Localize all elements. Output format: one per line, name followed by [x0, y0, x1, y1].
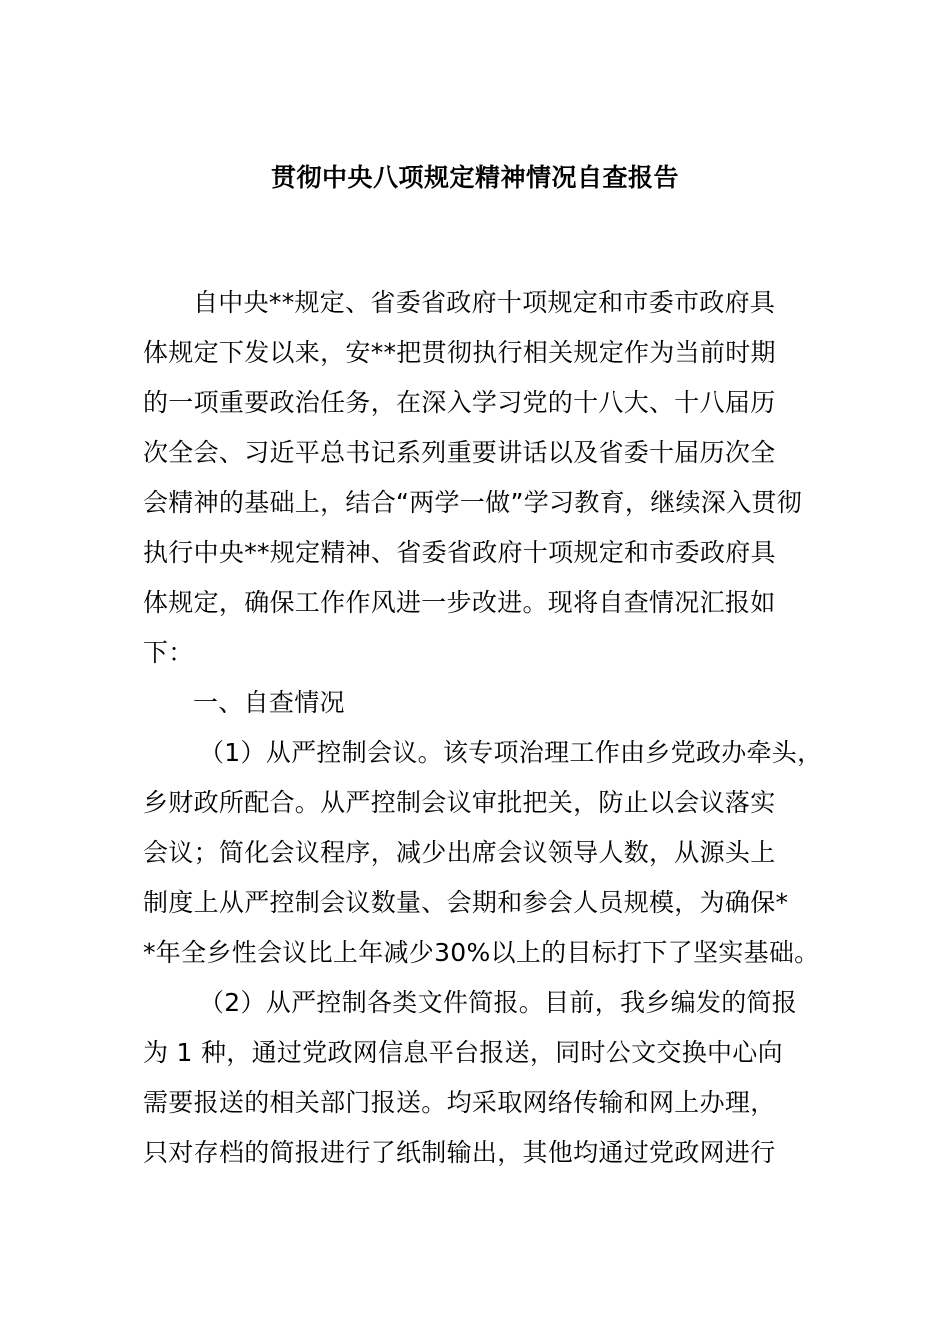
paragraph-line: 下：	[143, 638, 194, 667]
paragraph-line: 自中央**规定、省委省政府十项规定和市委市政府具	[193, 288, 776, 317]
paragraph-line: 会精神的基础上，结合“两学一做”学习教育，继续深入贯彻	[143, 488, 803, 517]
paragraph-line: 制度上从严控制会议数量、会期和参会人员规模，为确保*	[143, 888, 789, 917]
paragraph-line: （1）从严控制会议。该专项治理工作由乡党政办牵头，	[199, 738, 823, 767]
paragraph-line: 体规定下发以来，安**把贯彻执行相关规定作为当前时期	[143, 338, 776, 367]
paragraph-line: 体规定，确保工作作风进一步改进。现将自查情况汇报如	[143, 588, 776, 617]
paragraph-line: 需要报送的相关部门报送。均采取网络传输和网上办理，	[143, 1088, 776, 1117]
paragraph-line: （2）从严控制各类文件简报。目前，我乡编发的简报	[199, 988, 798, 1017]
paragraph-line: 次全会、习近平总书记系列重要讲话以及省委十届历次全	[143, 438, 776, 467]
document-title: 贯彻中央八项规定精神情况自查报告	[270, 163, 679, 192]
paragraph-line: 只对存档的简报进行了纸制输出，其他均通过党政网进行	[143, 1138, 776, 1167]
section-heading: 一、自查情况	[193, 688, 345, 717]
paragraph-line: 的一项重要政治任务，在深入学习党的十八大、十八届历	[143, 388, 776, 417]
paragraph-line: 为 1 种，通过党政网信息平台报送，同时公文交换中心向	[143, 1038, 783, 1067]
document-body	[143, 278, 833, 1178]
paragraph-line: 会议；简化会议程序，减少出席会议领导人数，从源头上	[143, 838, 776, 867]
paragraph-line: *年全乡性会议比上年减少30%以上的目标打下了坚实基础。	[143, 938, 820, 967]
paragraph-line: 执行中央**规定精神、省委省政府十项规定和市委政府具	[143, 538, 776, 567]
paragraph-line: 乡财政所配合。从严控制会议审批把关，防止以会议落实	[143, 788, 776, 817]
